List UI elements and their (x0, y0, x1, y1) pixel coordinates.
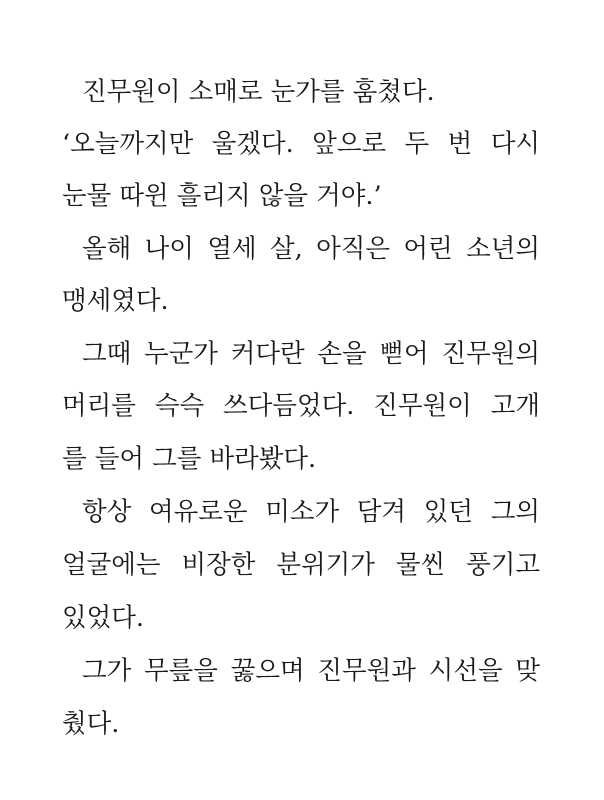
text-line: 항상 여유로운 미소가 담겨 있던 그의 (82, 497, 540, 527)
text-line: 진무원이 소매로 눈가를 훔쳤다. (82, 77, 435, 107)
text-line: 그때 누군가 커다란 손을 뻗어 진무원의 (82, 339, 540, 369)
text-line: 그가 무릎을 꿇으며 진무원과 시선을 맞 (82, 656, 540, 686)
text-line: 얼굴에는 비장한 분위기가 물씬 풍기고 (62, 550, 540, 580)
text-line: 맹세였다. (62, 286, 169, 316)
text-line: 머리를 슥슥 쓰다듬었다. 진무원이 고개 (62, 391, 540, 421)
text-line: 있었다. (62, 603, 145, 633)
text-line: 췄다. (62, 709, 120, 739)
text-line: 올해 나이 열세 살, 아직은 어린 소년의 (82, 234, 540, 264)
text-line: 를 들어 그를 바라봤다. (62, 444, 317, 474)
text-line: ‘오늘까지만 울겠다. 앞으로 두 번 다시 (62, 129, 540, 159)
text-line: 눈물 따윈 흘리지 않을 거야.’ (62, 181, 382, 211)
